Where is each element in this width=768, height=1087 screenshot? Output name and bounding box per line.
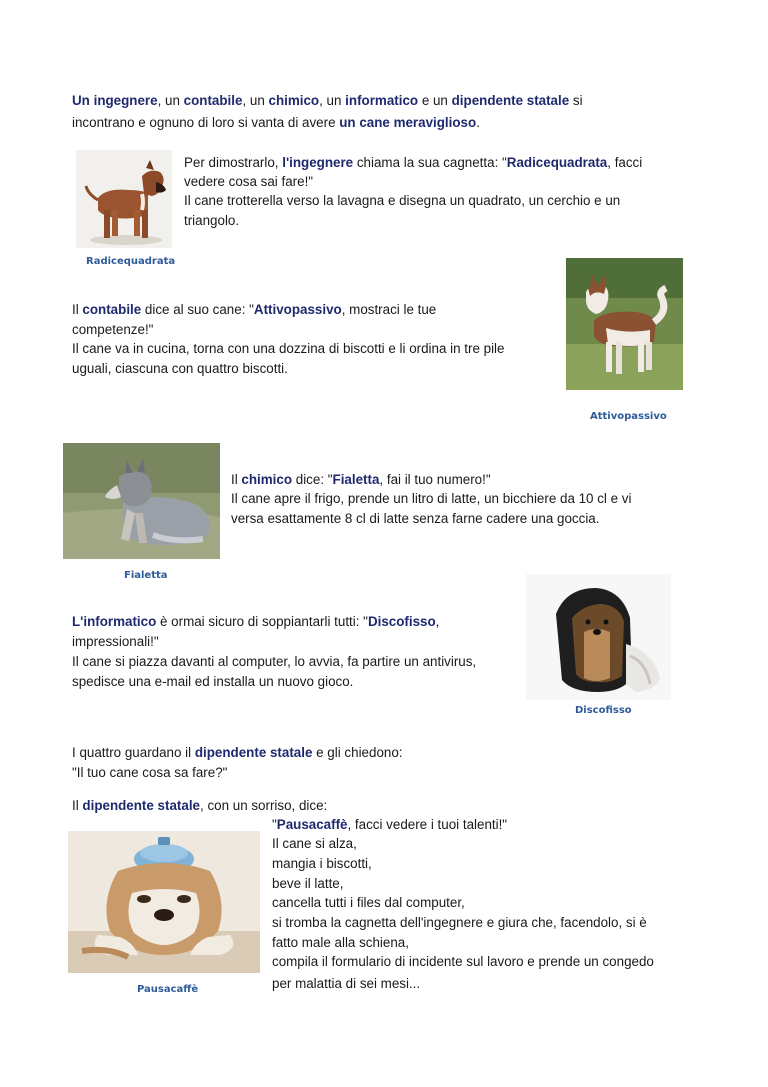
caption-pausacaffe: Pausacaffè bbox=[137, 984, 199, 995]
intro-un: Un bbox=[72, 93, 90, 108]
intro-line-1: Un ingegnere, un contabile, un chimico, un informatico e un dipendente statale si bbox=[72, 93, 583, 108]
word-contabile-2: contabile bbox=[82, 302, 142, 317]
sec1-line-4: triangolo. bbox=[184, 213, 240, 228]
caption-attivopassivo: Attivopassivo bbox=[590, 411, 667, 422]
sec1-line-3: Il cane trotterella verso la lavagna e disegna un quadrato, un cerchio e un bbox=[184, 193, 621, 208]
caption-radicequadrata: Radicequadrata bbox=[86, 256, 176, 267]
sec4-line-1: L'informatico è ormai sicuro di soppiantarli tutti: "Discofisso, bbox=[72, 614, 440, 629]
word-fialetta: Fialetta bbox=[332, 472, 380, 487]
word-dipendente-statale-2: dipendente statale bbox=[194, 745, 313, 760]
sec6-line-e: si tromba la cagnetta dell'ingegnere e giura che, facendolo, si è bbox=[272, 915, 647, 930]
sec4-line-4: spedisce una e-mail ed installa un nuovo gioco. bbox=[72, 674, 354, 689]
sec4-line-2: impressionali!" bbox=[72, 634, 159, 649]
sec6-line-g: compila il formulario di incidente sul lavoro e prende un congedo bbox=[272, 954, 654, 969]
word-ingegnere: ingegnere bbox=[93, 93, 158, 108]
sec5-line-1: I quattro guardano il dipendente statale e gli chiedono: bbox=[72, 745, 403, 760]
word-l-ingegnere: l'ingegnere bbox=[282, 155, 354, 170]
sec6-line-d: cancella tutti i files dal computer, bbox=[272, 895, 465, 910]
sec6-line-c: beve il latte, bbox=[272, 876, 344, 891]
caption-fialetta: Fialetta bbox=[124, 570, 168, 581]
sec6-line-1: Il dipendente statale, con un sorriso, dice: bbox=[72, 798, 328, 813]
sec6-line-h: per malattia di sei mesi... bbox=[272, 976, 421, 991]
sec3-line-3: versa esattamente 8 cl di latte senza farne cadere una goccia. bbox=[231, 511, 600, 526]
wolfdog-image bbox=[63, 443, 220, 559]
word-un-cane-meraviglioso: un cane meraviglioso bbox=[339, 115, 477, 130]
sec6-quote: "Pausacaffè, facci vedere i tuoi talenti!" bbox=[272, 817, 508, 832]
long-haired-dog-image bbox=[526, 574, 671, 700]
word-dipendente-statale-3: dipendente statale bbox=[82, 798, 200, 813]
sec1-line-2: vedere cosa sai fare!" bbox=[184, 174, 314, 189]
word-l-informatico: L'informatico bbox=[72, 614, 157, 629]
word-pausacaffe: Pausacaffè bbox=[276, 817, 348, 832]
sec6-line-b: mangia i biscotti, bbox=[272, 856, 372, 871]
bulldog-image bbox=[68, 831, 260, 973]
husky-dog-image bbox=[566, 258, 683, 390]
word-discofisso: Discofisso bbox=[367, 614, 436, 629]
intro-line-2: incontrano e ognuno di loro si vanta di avere un cane meraviglioso. bbox=[72, 115, 480, 130]
sec6-line-a: Il cane si alza, bbox=[272, 836, 357, 851]
sec3-line-2: Il cane apre il frigo, prende un litro di latte, un bicchiere da 10 cl e vi bbox=[231, 491, 632, 506]
sec2-line-2: competenze!" bbox=[72, 322, 154, 337]
sec2-line-3: Il cane va in cucina, torna con una dozzina di biscotti e li ordina in tre pile bbox=[72, 341, 505, 356]
sec3-line-1: Il chimico dice: "Fialetta, fai il tuo numero!" bbox=[231, 472, 491, 487]
word-chimico: chimico bbox=[268, 93, 320, 108]
sec6-line-f: fatto male alla schiena, bbox=[272, 935, 409, 950]
sec1-line-1: Per dimostrarlo, l'ingegnere chiama la sua cagnetta: "Radicequadrata, facci bbox=[184, 155, 643, 170]
sec4-line-3: Il cane si piazza davanti al computer, lo avvia, fa partire un antivirus, bbox=[72, 654, 477, 669]
word-radicequadrata: Radicequadrata bbox=[506, 155, 608, 170]
word-chimico-2: chimico bbox=[241, 472, 293, 487]
sec2-line-4: uguali, ciascuna con quattro biscotti. bbox=[72, 361, 288, 376]
sec2-line-1: Il contabile dice al suo cane: "Attivopassivo, mostraci le tue bbox=[72, 302, 437, 317]
word-informatico: informatico bbox=[345, 93, 419, 108]
boxer-dog-image bbox=[76, 150, 172, 248]
caption-discofisso: Discofisso bbox=[575, 705, 632, 716]
sec5-line-2: "Il tuo cane cosa sa fare?" bbox=[72, 765, 228, 780]
word-contabile: contabile bbox=[183, 93, 243, 108]
word-attivopassivo: Attivopassivo bbox=[253, 302, 342, 317]
word-dipendente-statale: dipendente statale bbox=[451, 93, 570, 108]
